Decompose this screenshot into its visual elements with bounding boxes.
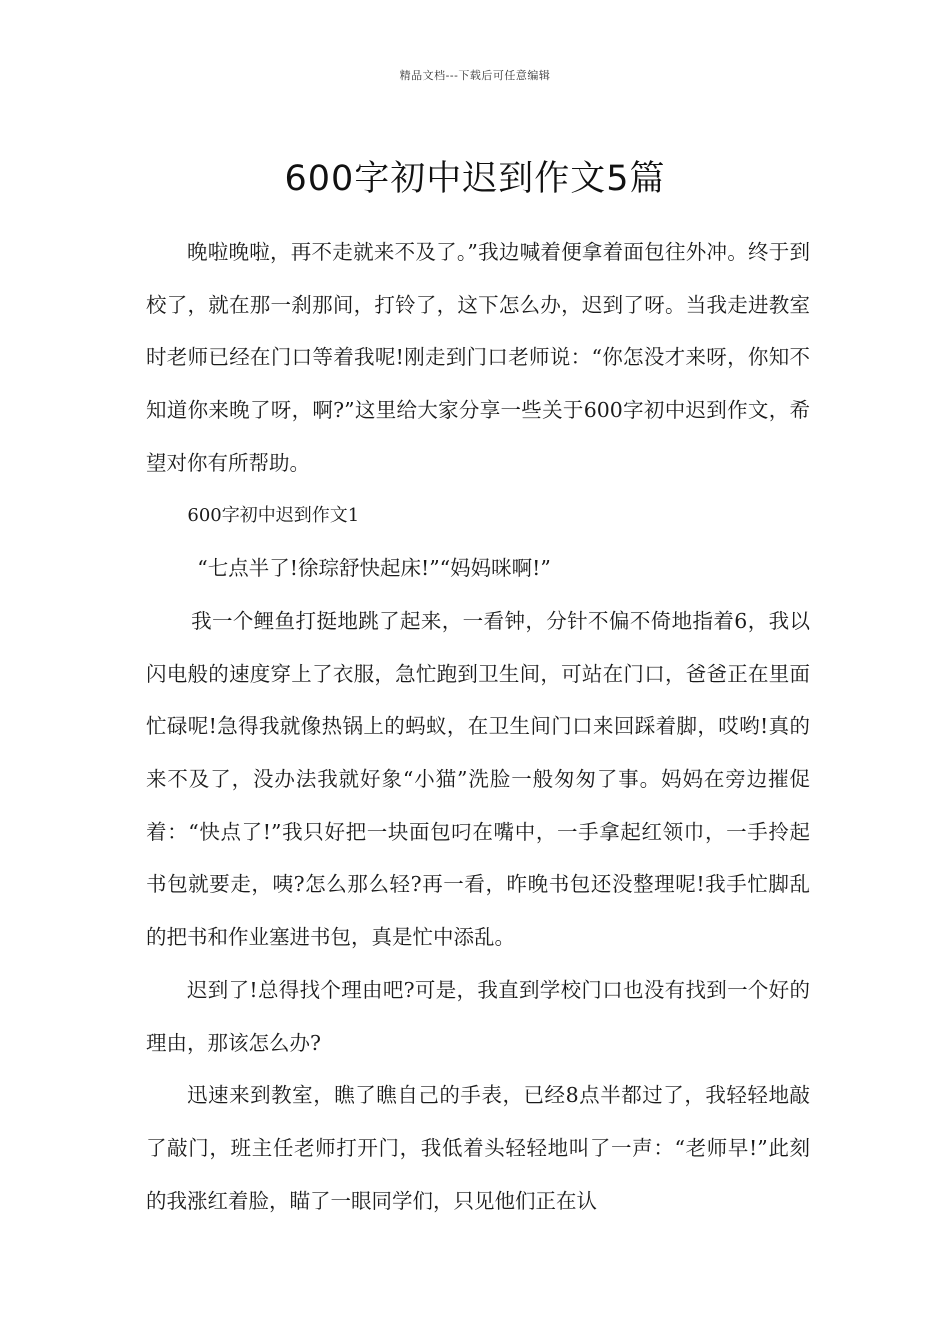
- paragraph: 我一个鲤鱼打挺地跳了起来，一看钟，分针不偏不倚地指着6，我以闪电般的速度穿上了衣服，急忙跑到卫生间，可站在门口，爸爸正在里面忙碌呢!急得我就像热锅上的蚂蚁，在卫生间门口来回踩着脚，哎哟!真的来不及了，没办法我就好象“小猫”洗脸一般匆匆了事。妈妈在旁边摧促着：“快点了!”我只好把一块面包叼在嘴中，一手拿起红领巾，一手拎起书包就要走，咦?怎么那么轻?再一看，昨晚书包还没整理呢!我手忙脚乱的把书和作业塞进书包，真是忙中添乱。: [146, 608, 810, 950]
- paragraph: “七点半了!徐琮舒快起床!”“妈妈咪啊!”: [197, 556, 551, 581]
- paragraph: 迅速来到教室，瞧了瞧自己的手表，已经8点半都过了，我轻轻地敲了敲门，班主任老师打开门，我低着头轻轻地叫了一声：“老师早!”此刻的我涨红着脸，瞄了一眼同学们，只见他们正在认: [146, 1083, 810, 1213]
- section-heading: 600字初中迟到作文1: [187, 504, 360, 526]
- page-header: 精品文档---下载后可任意编辑: [399, 69, 551, 82]
- document-body: [146, 226, 810, 1227]
- paragraph: 迟到了!总得找个理由吧?可是，我直到学校门口也没有找到一个好的理由，那该怎么办?: [146, 977, 810, 1055]
- intro-paragraph: 晚啦晚啦，再不走就来不及了。”我边喊着便拿着面包往外冲。终于到校了，就在那一刹那间，打铃了，这下怎么办，迟到了呀。当我走进教室时老师已经在门口等着我呢!刚走到门口老师说：“你怎没才来呀，你知不知道你来晚了呀，啊?”这里给大家分享一些关于600字初中迟到作文，希望对你有所帮助。: [146, 240, 810, 475]
- document-title: 600字初中迟到作文5篇: [284, 159, 666, 200]
